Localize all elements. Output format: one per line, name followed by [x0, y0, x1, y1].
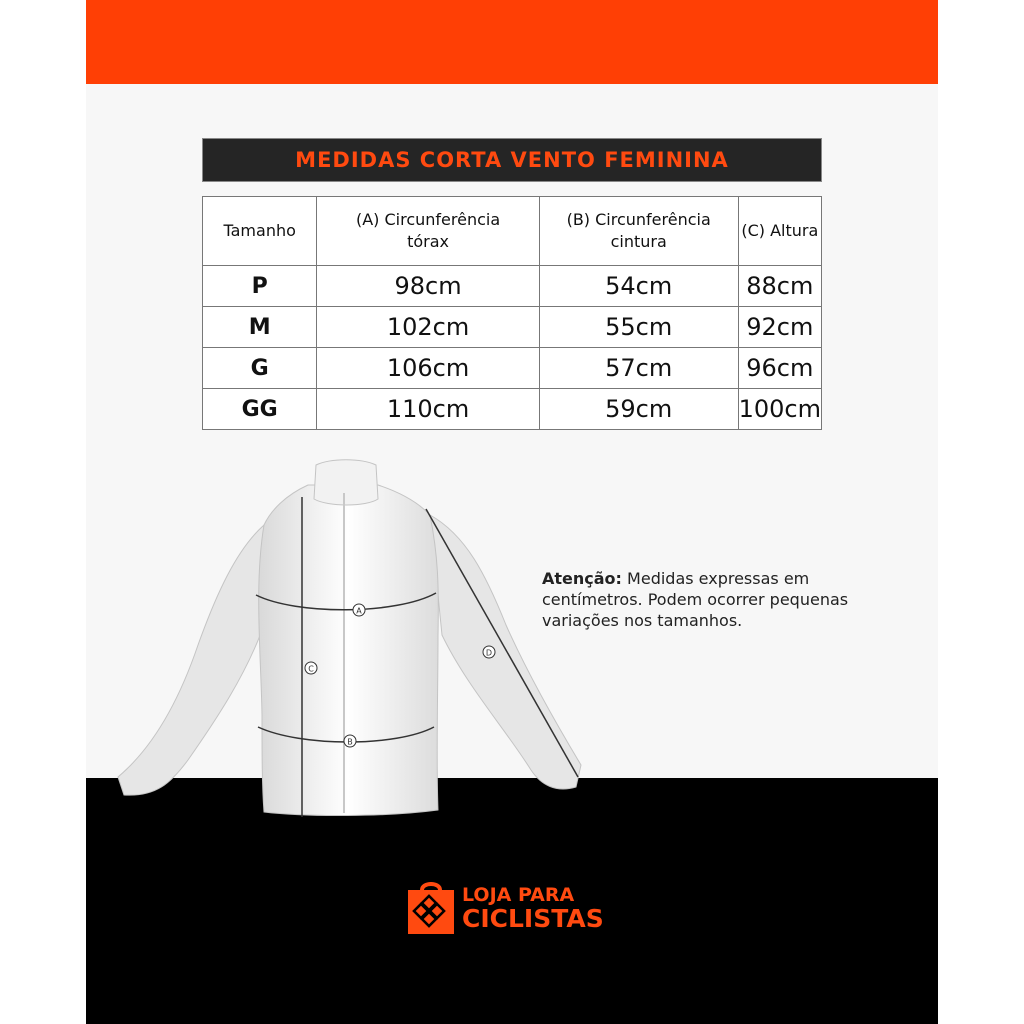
table-header-row	[203, 197, 822, 266]
svg-text:A: A	[356, 606, 362, 616]
marker-b	[344, 735, 356, 747]
waist-cell: 59cm	[539, 389, 738, 430]
attention-text: Medidas expressas em centímetros. Podem ocorrer pequenas variações nos tamanhos.	[542, 569, 849, 630]
table-row	[203, 348, 822, 389]
size-cell: P	[203, 266, 317, 307]
header-size: Tamanho	[203, 197, 317, 266]
chest-cell: 110cm	[317, 389, 539, 430]
table-row	[203, 266, 822, 307]
top-banner	[86, 0, 938, 84]
waist-cell: 54cm	[539, 266, 738, 307]
height-cell: 100cm	[738, 389, 821, 430]
logo-line-1: LOJA PARA	[462, 884, 575, 906]
jacket-body	[259, 485, 439, 816]
svg-text:C: C	[308, 664, 314, 674]
jacket-diagram	[86, 455, 938, 835]
attention-note	[542, 568, 882, 631]
waist-cell: 57cm	[539, 348, 738, 389]
header-waist: (B) Circunferência cintura	[539, 197, 738, 266]
size-cell: GG	[203, 389, 317, 430]
height-cell: 96cm	[738, 348, 821, 389]
header-chest: (A) Circunferência tórax	[317, 197, 539, 266]
chest-cell: 98cm	[317, 266, 539, 307]
title-bar	[202, 138, 822, 182]
svg-text:D: D	[485, 648, 493, 658]
size-cell: G	[203, 348, 317, 389]
chest-cell: 106cm	[317, 348, 539, 389]
height-cell: 88cm	[738, 266, 821, 307]
attention-label: Atenção:	[542, 569, 622, 588]
brand-logo	[406, 878, 604, 936]
marker-c	[305, 662, 317, 674]
header-height: (C) Altura	[738, 197, 821, 266]
size-chart-page	[86, 0, 938, 1024]
jacket-collar	[314, 460, 378, 505]
logo-text	[462, 883, 604, 931]
size-cell: M	[203, 307, 317, 348]
table-row	[203, 389, 822, 430]
marker-d	[483, 646, 495, 658]
shopping-bag-icon	[406, 878, 456, 936]
table-row	[203, 307, 822, 348]
waist-cell: 55cm	[539, 307, 738, 348]
page-title: MEDIDAS CORTA VENTO FEMININA	[295, 148, 729, 172]
size-table	[202, 196, 822, 430]
chest-cell: 102cm	[317, 307, 539, 348]
marker-a	[353, 604, 365, 616]
svg-text:B: B	[347, 737, 353, 747]
logo-line-2: CICLISTAS	[462, 904, 604, 933]
height-cell: 92cm	[738, 307, 821, 348]
left-sleeve	[118, 525, 264, 795]
